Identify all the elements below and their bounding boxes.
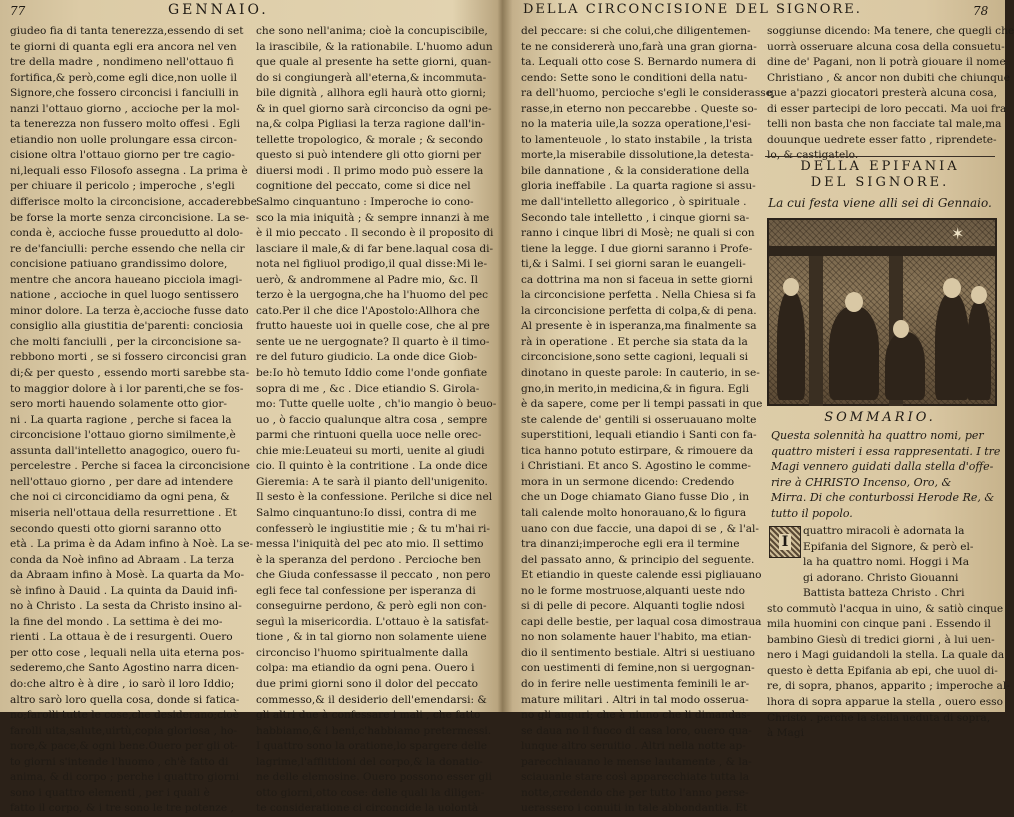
epifania-heading-line2: DEL SIGNORE. — [810, 175, 950, 190]
text-line: ni,lequali esso Filosofo assegna . La prima è — [10, 164, 248, 177]
woodcut-figure-crowned-king — [967, 300, 991, 400]
text-line: Secondo tale intelletto , i cinque giorni sa- — [521, 211, 750, 224]
text-line: fortifica,& però,come egli dice,non uolle il — [10, 71, 238, 84]
text-line: re de'fanciulli: perche essendo che nella cir — [10, 242, 245, 255]
epifania-subtitle: La cui festa viene alli sei di Gennaio. — [768, 196, 992, 210]
text-line: natione , accioche in quel luogo sentissero — [10, 289, 239, 302]
woodcut-beam — [769, 246, 995, 256]
text-line: do in ferire nelle uestimenta feminili le ar- — [521, 677, 750, 690]
text-line: parmi che rintuoni quella uoce nelle orec- — [256, 429, 482, 442]
text-line: no à Christo . La sesta da Christo insino al- — [10, 600, 242, 613]
text-line: di esser partecipi de loro peccati. Ma uoi fra — [767, 102, 1007, 115]
text-line: sopra di me , &c . Dice etiandio S. Girola- — [256, 382, 480, 395]
text-line: mila huomini con cinque pani . Essendo il — [767, 618, 991, 631]
text-line: uano con due faccie, una dapoi di se , & l'al- — [521, 522, 760, 535]
text-line: di;& per questo , essendo morti sarebbe sta- — [10, 367, 250, 380]
text-line: Il sesto è la confessione. Perilche si dice nel — [256, 491, 493, 504]
text-line: Christiano , & ancor non dubiti che chiunque — [767, 71, 1010, 84]
text-line: è la speranza del perdono . Percioche ben — [256, 553, 481, 566]
text-line: ca dottrina ma non si faceua in sette giorni — [521, 273, 753, 286]
text-line: superstitioni, lequali etiandio i Santi con fa- — [521, 429, 757, 442]
text-line: confesserò le ingiustitie mie ; & tu m'hai ri- — [256, 522, 491, 535]
text-line: mora in un sermone dicendo: Credendo — [521, 475, 735, 488]
text-line: concisione patiuano grandissimo dolore, — [10, 258, 228, 271]
text-line: che Giuda confessasse il peccato , non pero — [256, 569, 491, 582]
woodcut-head — [783, 278, 799, 296]
text-line: notte,credendo che per tutto l'anno perse- — [521, 786, 749, 799]
text-line: no la materia uile,la sozza operatione,l'esi- — [521, 118, 751, 131]
text-line: ta tenerezza non fussero molto offesi . Egli — [10, 118, 241, 131]
text-line: capi delle bestie, per laqual cosa dimostraua — [521, 615, 762, 628]
text-line: ti,& i Salmi. I sei giorni saran le euangeli- — [521, 258, 746, 271]
text-line: conseguirne perdono, & però egli non con- — [256, 600, 487, 613]
text-line: nanzi l'ottauo giorno , accioche per la mol- — [10, 102, 240, 115]
text-line: ni . La quarta ragione , perche si facea la — [10, 413, 232, 426]
right-page — [503, 0, 1014, 815]
text-line: secondo questi otto giorni saranno otto — [10, 522, 222, 535]
text-line: no le forme mostruose,alquanti ueste ndo — [521, 584, 745, 597]
text-line: minor dolore. La terza è,accioche fusse dato — [10, 304, 249, 317]
text-line: terzo è la uergogna,che ha l'huomo del pec — [256, 289, 489, 302]
text-line: gi adorano. Christo Giouanni — [803, 571, 959, 584]
left-running-head: GENNAIO. — [168, 2, 269, 18]
text-line: tre della madre , nondimeno nell'ottauo fi — [10, 56, 234, 69]
text-line: sco la mia iniquità ; & sempre innanzi à me — [256, 211, 490, 224]
text-line: uerò, & andrommene al Padre mio, &c. Il — [256, 273, 478, 286]
text-line: Al presente è in isperanza,ma finalmente sa — [521, 320, 757, 333]
right-column-2-top — [767, 24, 1014, 164]
text-line: lunque altro seruitio . Altri nella notte ap- — [521, 740, 746, 753]
text-line: nota nel figliuol prodigo,il qual disse:Mi le- — [256, 258, 488, 271]
text-line: che molti fanciulli , per la circoncisione sa- — [10, 335, 242, 348]
right-running-head: DELLA CIRCONCISIONE DEL SIGNORE. — [523, 2, 862, 17]
text-line: tiene la legge. I due giorni saranno i Profe- — [521, 242, 753, 255]
text-line: è il mio peccato . Il secondo è il proposito di — [256, 227, 494, 240]
text-line: Salmo cinquantuno:Io dissi, contra di me — [256, 506, 477, 519]
text-line: nore,& pace,& ogni bene.Ouero per gli ot- — [10, 740, 238, 753]
text-line: tica hanno potuto estirpare, & rimouere da — [521, 444, 754, 457]
text-line: bile dignità , allhora egli haurà otto giorni; — [256, 87, 487, 100]
text-line: ne delle elemosine. Ouero possono esser gli — [256, 771, 492, 784]
text-line: morte,la miserabile dissolutione,la detesta- — [521, 149, 754, 162]
text-line: tutto il popolo. — [771, 506, 853, 520]
text-line: sente ue ne uergognate? Il quarto è il timo- — [256, 335, 490, 348]
text-line: del peccare: si che colui,che diligentemen- — [521, 25, 751, 37]
text-line: do si congiungerà all'eterna,& incommuta- — [256, 71, 487, 84]
text-line: uo , ò faccio qualunque altra cosa , sempre — [256, 413, 488, 426]
text-line: età . La prima è da Adam infino à Noè. La se- — [10, 538, 254, 551]
text-line: rire à CHRISTO Incenso, Oro, & — [771, 475, 952, 489]
text-line: no non solamente hauer l'habito, ma etian- — [521, 631, 752, 644]
text-line: due primi giorni sono il dolor del peccato — [256, 677, 479, 690]
text-line: sero morti hauendo solamente otto gior- — [10, 398, 227, 411]
woodcut-head — [943, 278, 961, 298]
heading-rule-top — [765, 156, 995, 157]
text-line: messa l'iniquità del pec ato mio. Il settimo — [256, 538, 484, 551]
text-line: farolli uita,salute,uirtù,copia gloriosa , ho- — [10, 724, 238, 737]
woodcut-head — [893, 320, 909, 338]
text-line: no gli auguri; che à niuno che li dimandas- — [521, 709, 751, 722]
text-line: I quattro sono la oratione,lo spargere delle — [256, 740, 488, 753]
text-line: re, di sopra, phanos, apparito ; imperoche al- — [767, 680, 1010, 693]
text-line: bambino Giesù di tredici giorni , à lui uen- — [767, 633, 995, 646]
sommario-title: SOMMARIO. — [824, 410, 936, 425]
text-line: per chiuare il pericolo ; imperoche , s'egli — [10, 180, 235, 193]
woodcut-figure-kneeling-magus — [885, 332, 925, 400]
text-line: nero i Magi guidandoli la stella. La quale da — [767, 649, 1005, 662]
text-line: ra dell'huomo, percioche s'egli le considerasse, — [521, 87, 776, 100]
text-line: circoncisione l'ottauo giorno similmente,è — [10, 429, 236, 442]
text-line: ste calende de' gentili si osseruauano molte — [521, 413, 757, 426]
text-line: con uestimenti di femine,non si uergognan- — [521, 662, 755, 675]
text-line: be forse la morte senza circoncisione. La se- — [10, 211, 249, 224]
text-line: uerassero i conuiti in tale abbondantia. Et — [521, 802, 748, 815]
text-line: mentre che ancora haueano picciola imagi- — [10, 273, 243, 286]
text-line: la circoncisione perfetta di colpa,& di pena. — [521, 304, 757, 317]
text-line: i Christiani. Et anco S. Agostino le comme- — [521, 460, 752, 473]
text-line: Signore,che fossero circoncisi i fanciulli in — [10, 87, 239, 100]
text-line: te giorni di quanta egli era ancora nel ven — [10, 40, 237, 53]
text-line: assunta dall'intelletto anagogico, ouero fu- — [10, 444, 241, 457]
text-line: Questa solennità ha quattro nomi, per — [771, 429, 984, 442]
text-line: ranno i cinque libri di Mosè; ne quali si con — [521, 227, 755, 240]
text-line: si di pelle di pecore. Alquanti toglie ndosi — [521, 600, 745, 613]
text-line: la circoncisione perfetta . Nella Chiesa si fa — [521, 289, 756, 302]
text-line: cio. Il quinto è la contritione . La onde dice — [256, 460, 488, 473]
text-line: per otto cose , lequali nella uita eterna pos- — [10, 646, 245, 659]
text-line: ta. Lequali otto cose S. Bernardo numera di — [521, 56, 757, 69]
text-line: me dall'intelletto allegorico , ò spirituale . — [521, 196, 747, 209]
text-line: tellette tropologico, & morale ; & secondo — [256, 133, 483, 146]
left-page — [0, 0, 502, 815]
text-line: Battista batteza Christo . Chri — [803, 587, 965, 600]
text-line: differisce molto la circoncisione, accaderebbe — [10, 196, 257, 209]
text-line: conda da Noè infino ad Abraam . La terza — [10, 553, 235, 566]
text-line: rebbono morti , se si fossero circoncisi gran — [10, 351, 247, 364]
text-line: diuersi modi . Il primo modo può essere la — [256, 164, 484, 177]
text-line: circonciso l'huomo spiritualmente dalla — [256, 646, 469, 659]
text-line: Mirra. Di che conturbossi Herode Re, & — [771, 491, 995, 504]
text-line: te consideratione ci circoncide la uolontà — [256, 802, 479, 815]
woodcut-figure-joseph — [777, 290, 805, 400]
left-column-1 — [10, 24, 257, 817]
text-line: da Abraam infino à Mosè. La quarta da Mo- — [10, 569, 245, 582]
text-line: la fine del mondo . La settima è dei mo- — [10, 615, 223, 628]
text-line: rà in operatione . Et perche sia stata da la — [521, 335, 748, 348]
text-line: nell'ottauo giorno , per dare ad intendere — [10, 475, 234, 488]
text-line: sono i quattro elementi , per i quali è — [10, 786, 210, 799]
text-line: bile dannatione , & la consideratione della — [521, 164, 750, 177]
text-line: etiandio non uolle prolungare essa circon- — [10, 133, 237, 146]
text-line: Epifania del Signore, & però el- — [803, 540, 974, 553]
text-line: circoncisione,sono sette cagioni, lequali si — [521, 351, 749, 364]
text-line: otto giorni,otto cose: delle quali la diligen- — [256, 786, 485, 799]
text-line: sto commutò l'acqua in uino, & satiò cinque — [767, 602, 1004, 615]
text-line: questo è detta Epifania ab epi, che uuol di- — [767, 664, 998, 677]
initial-letter: I — [779, 534, 792, 550]
right-folio: 78 — [973, 4, 989, 18]
woodcut-figure-standing-magus — [935, 292, 969, 400]
text-line: que a'pazzi giocatori presterà alcuna cosa, — [767, 87, 997, 100]
text-line: percelestre . Perche si facea la circoncisione — [10, 460, 251, 473]
text-line: che un Doge chiamato Giano fusse Dio , in — [521, 491, 750, 504]
text-line: gloria ineffabile . La quarta ragione si assu- — [521, 180, 756, 193]
text-line: cendo: Sette sono le conditioni della natu- — [521, 71, 748, 84]
text-line: mature militari . Altri in tal modo osserua- — [521, 693, 749, 706]
star-icon: ✶ — [951, 224, 965, 243]
text-line: che noi ci circoncidiamo da ogni pena, & — [10, 491, 230, 504]
magi-woodcut-illustration — [767, 218, 997, 406]
woodcut-pillar-left — [809, 256, 823, 406]
text-line: chie mie:Leuateui su morti, uenite al giudi — [256, 444, 485, 457]
right-column-1 — [521, 24, 776, 817]
woodcut-head — [845, 292, 863, 312]
text-line: gli altri due à confessare i mali , che fatto — [256, 709, 481, 722]
text-line: miseria nell'ottaua della resurrettione . Et — [10, 506, 237, 519]
text-line: Christo . perche la stella ueduta di sopra, — [767, 711, 991, 724]
text-line: do:che altro è à dire , io sarò il loro Iddio; — [10, 677, 235, 690]
text-line: è da sapere, come per li tempi passati in que — [521, 398, 763, 411]
woodcut-head — [971, 286, 987, 304]
text-line: habbiamo,& i beni,c'habbiamo pretermessi. — [256, 724, 492, 737]
text-line: to maggior dolore à i lor parenti,che se fos- — [10, 382, 244, 395]
sommario-text — [771, 428, 1001, 521]
woodcut-figure-virgin — [829, 306, 879, 400]
text-line: gno,in merito,in medicina,& in figura. Egli — [521, 382, 750, 395]
text-line: tali calende molto honorauano,& lo figura — [521, 506, 747, 519]
text-line: questo si può intendere gli otto giorni per — [256, 149, 482, 162]
text-line: tra dinanzi;imperoche egli era il termine — [521, 538, 740, 551]
text-line: & in quel giorno sarà circonciso da ogni pe- — [256, 102, 492, 115]
left-folio: 77 — [10, 4, 26, 18]
text-line: cisione oltra l'ottauo giorno per tre cagio- — [10, 149, 235, 162]
text-line: lagrime,l'afflittioni del corpo,& la donatio- — [256, 755, 483, 768]
text-line: soggiunse dicendo: Ma tenere, che quegli che — [767, 25, 1014, 37]
epifania-heading-line1: DELLA EPIFANIA — [800, 159, 960, 174]
text-line: cato.Per il che dice l'Apostolo:Allhora che — [256, 304, 480, 317]
text-line: sederemo,che Santo Agostino narra dicen- — [10, 662, 239, 675]
text-line: seguì la misericordia. L'ottauo è la satisfat- — [256, 615, 489, 628]
text-line: uorrà osseruare alcuna cosa della consuetu- — [767, 40, 1005, 53]
text-line: à Magi — [767, 727, 805, 740]
epifania-body-text — [767, 524, 1010, 742]
text-line: cognitione del peccato, come si dice nel — [256, 180, 471, 193]
text-line: telli non basta che non facciate tal male,ma — [767, 118, 1002, 131]
text-line: anima, & di corpo ; perche i quattro giorni — [10, 771, 240, 784]
text-line: mo: Tutte quelle uolte , ch'io mangio ò beuo- — [256, 398, 497, 411]
text-line: lasciare il male,& di far bene.laqual cosa di- — [256, 242, 494, 255]
text-line: no;farolli tutte le cose,che desiderano;cioè — [10, 709, 240, 722]
text-line: altro sarò loro quella cosa, donde si fatica- — [10, 693, 240, 706]
text-line: commesso,& il desiderio dell'emendarsi: & — [256, 693, 487, 706]
text-line: quattro miracoli è adornata la — [803, 525, 965, 537]
text-line: lhora di sopra apparue la stella , ouero esso — [767, 696, 1003, 709]
text-line: dinotano in queste parole: In cauterio, in se- — [521, 367, 760, 380]
text-line: to lamenteuole , lo stato instabile , la trista — [521, 133, 753, 146]
text-line: la irascibile, & la rationabile. L'huomo adun — [256, 40, 493, 53]
text-line: dine de' Pagani, non li potrà giouare il nome — [767, 56, 1006, 69]
text-line: Salmo cinquantuno : Imperoche io cono- — [256, 196, 474, 209]
text-line: douunque uedrete esser fatto , riprendete- — [767, 133, 997, 146]
text-line: egli fece tal confessione per isperanza di — [256, 584, 476, 597]
text-line: consiglio alla giustitia de'parenti: conciosia — [10, 320, 244, 333]
text-line: be:Io hò temuto Iddio come l'onde gonfiate — [256, 367, 488, 380]
text-line: Et etiandio in queste calende essi pigliauano — [521, 569, 762, 582]
text-line: se daua no il fuoco di casa loro, ouero qua- — [521, 724, 752, 737]
text-line: te ne considererà uno,farà una gran giorna- — [521, 40, 757, 53]
text-line: rienti . La ottaua è de i resurgenti. Ouero — [10, 631, 233, 644]
text-line: fatto il corpo, & i tre sono le tre potenze , — [10, 802, 234, 815]
text-line: Gieremia: A te sarà il pianto dell'unigenito. — [256, 475, 488, 488]
text-line: parecchiauano le mense lautamente , & la- — [521, 755, 752, 768]
text-line: re del futuro giudicio. La onde dice Giob- — [256, 351, 478, 364]
text-line: colpa: ma etiandio da ogni pena. Ouero i — [256, 662, 475, 675]
text-line: sè infino à Dauid . La quinta da Dauid infi- — [10, 584, 238, 597]
text-line: to giorni s'intende l'huomo , ch'è fatto di — [10, 755, 229, 768]
text-line: tione , & in tal giorno non solamente uiene — [256, 631, 487, 644]
text-line: Magi vennero guidati dalla stella d'offe- — [771, 460, 994, 473]
text-line: na,& colpa Pigliasi la terza ragione dall'in- — [256, 118, 485, 131]
text-line: che sono nell'anima; cioè la concupiscibile, — [256, 25, 488, 37]
text-line: conda è, accioche fusse prouedutto al dolo- — [10, 227, 243, 240]
text-line: rasse,in eterno non peccarebbe . Queste so- — [521, 102, 758, 115]
text-line: del passato anno, & principio del seguente. — [521, 553, 755, 566]
text-line: la ha quattro nomi. Hoggi i Ma — [803, 556, 970, 569]
text-line: dio il sentimento bestiale. Altri si uestiuano — [521, 646, 756, 659]
text-line: giudeo fia di tanta tenerezza,essendo di set — [10, 25, 244, 37]
text-line: que quale al presente ha sette giorni, quan- — [256, 56, 492, 69]
text-line: sciauanle stare così apparecchiate tutta la — [521, 771, 750, 784]
text-line: quattro misteri i essa rappresentati. I tre — [771, 444, 1001, 458]
text-line: frutto haueste uoi in quelle cose, che al pre — [256, 320, 490, 333]
left-column-2 — [256, 24, 497, 817]
